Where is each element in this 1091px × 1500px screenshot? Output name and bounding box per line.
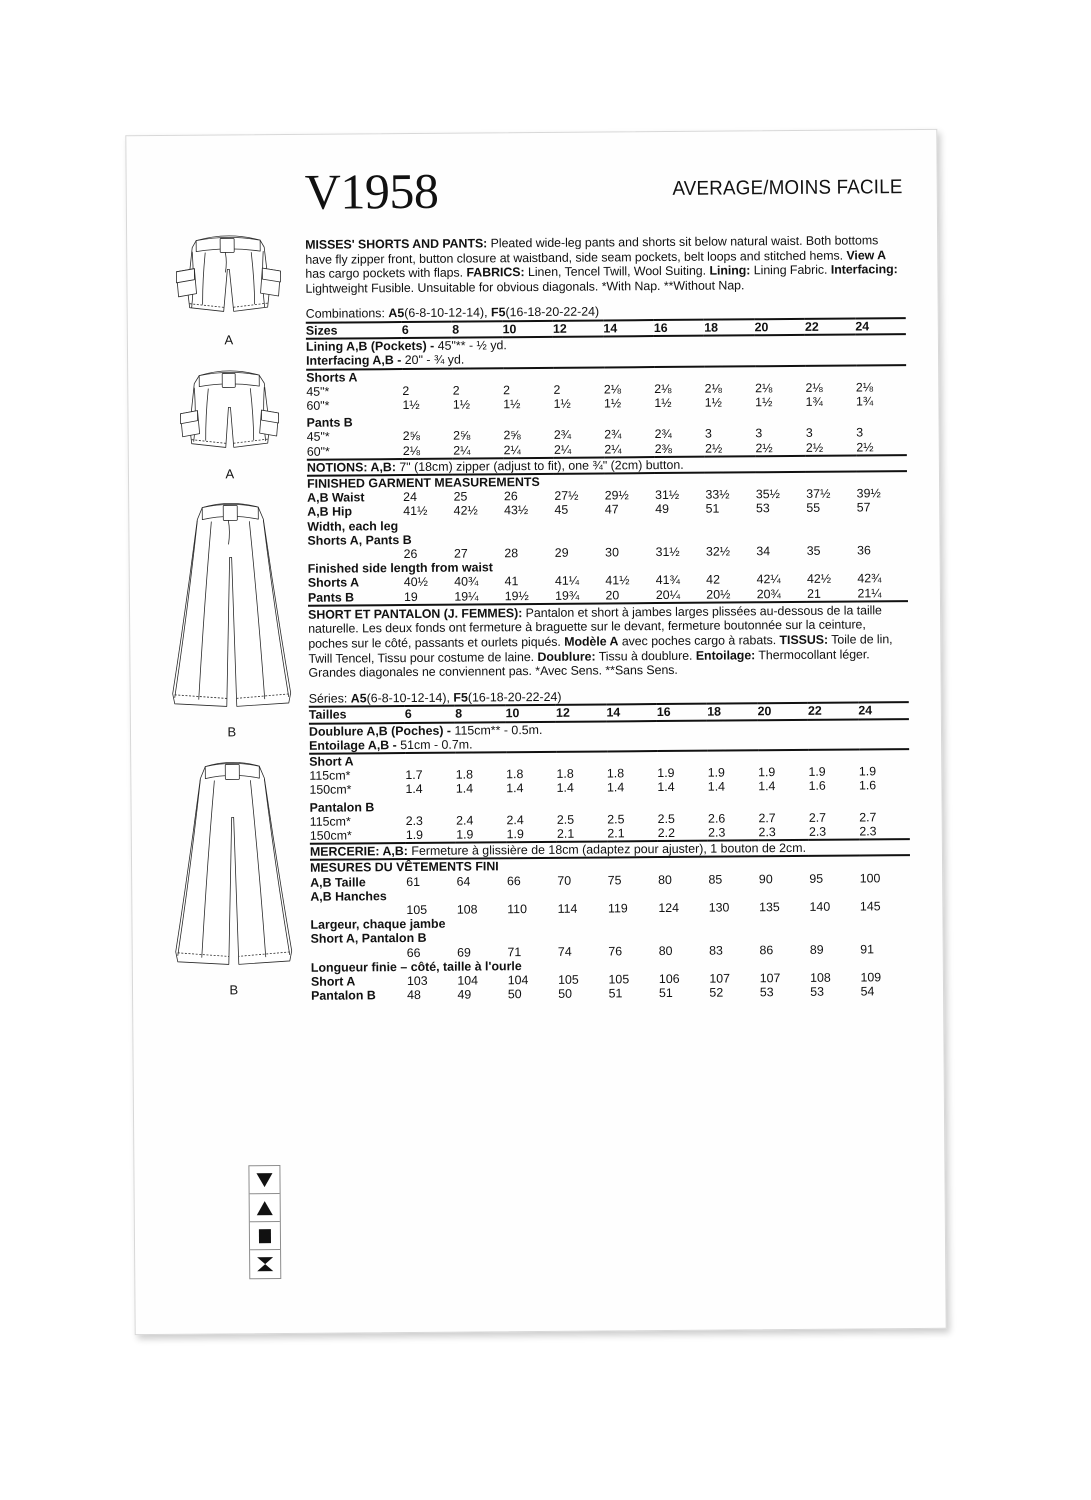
cell: 108 (810, 970, 831, 985)
cell: 2.2 (657, 825, 676, 841)
cell: 1.8 (455, 767, 474, 782)
french-shorts-heading: Short A (309, 754, 354, 769)
cell: 20½ (706, 587, 731, 602)
cell: 2.5 (556, 812, 575, 827)
cell: 107 (709, 971, 731, 986)
cell: 1.6 (808, 779, 826, 794)
cell: 29½ (604, 488, 629, 503)
cell: 53 (810, 984, 825, 1000)
cell: 31½ (655, 544, 680, 560)
cell: 1.9 (808, 764, 826, 780)
cell: 41½ (403, 504, 428, 519)
french-pants-heading: Pantalon B (309, 799, 375, 815)
cell: 2¼ (503, 442, 521, 457)
cell: 26 (403, 546, 418, 562)
cell: 2.4 (506, 812, 524, 828)
cell: 37½ (806, 486, 831, 502)
cell: 50 (507, 987, 522, 1002)
cell: 2¼ (553, 442, 572, 457)
size-col: 22 (807, 704, 822, 719)
cell: 119 (607, 901, 628, 916)
cell: 1.4 (455, 781, 474, 797)
cell: 39½ (856, 486, 881, 501)
cell: 2¼ (604, 441, 622, 457)
row-label: 150cm* (309, 782, 352, 798)
cell: 1.9 (657, 766, 675, 781)
cell: 66 (506, 873, 521, 888)
cell: 34 (756, 544, 771, 559)
cell: 42 (706, 572, 721, 588)
cell: 2.7 (758, 810, 776, 826)
cell: 32½ (705, 544, 731, 559)
size-col: 8 (455, 706, 463, 722)
cell: 50 (558, 986, 573, 1002)
row-label: 45"* (306, 430, 330, 445)
cell: 41¾ (655, 573, 680, 588)
cell: 20 (605, 587, 620, 603)
cell: 35 (806, 543, 821, 558)
size-col: 6 (401, 322, 409, 338)
cell: 42¾ (857, 571, 882, 586)
cell: 2.3 (758, 825, 776, 840)
cell: 135 (759, 900, 780, 915)
row-label: Short A (310, 974, 356, 989)
cell: 27½ (554, 488, 579, 504)
cell: 52 (709, 985, 724, 1000)
size-col: 16 (656, 705, 671, 720)
cell: 42½ (806, 572, 832, 587)
cell: 1½ (755, 395, 773, 410)
cell: 80 (658, 872, 672, 887)
size-col: 14 (606, 705, 621, 720)
cell: 2 (553, 382, 561, 397)
cell: 2.1 (556, 826, 575, 841)
cell: 145 (859, 899, 881, 914)
shorts-line-drawing (163, 227, 294, 332)
cell: 105 (406, 902, 428, 918)
cell: 1.4 (758, 779, 776, 794)
cell: 1.9 (707, 765, 725, 780)
cell: 20¼ (655, 587, 681, 602)
cell: 103 (406, 973, 428, 989)
row-label: A,B Waist (307, 490, 365, 505)
cell: 28 (504, 546, 519, 561)
illustration-pants-view-b-front (155, 497, 307, 740)
row-label: A,B Hip (307, 504, 353, 520)
cell: 1.4 (657, 780, 675, 795)
cell: 80 (658, 943, 673, 958)
cell: 49 (457, 987, 472, 1002)
cell: 75 (607, 872, 622, 888)
cell: 2⅛ (654, 381, 672, 396)
cell: 2⅝ (503, 428, 521, 443)
illustration-shorts-view-a-front (153, 227, 304, 348)
cell: 61 (406, 874, 421, 889)
cell: 26 (503, 489, 518, 504)
size-col: 8 (452, 322, 460, 337)
cell: 104 (457, 973, 479, 988)
cell: 1.4 (606, 780, 625, 795)
cell: 2.1 (607, 826, 625, 841)
cell: 2⅛ (603, 382, 622, 397)
row-label: 60"* (306, 444, 330, 459)
cell: 1.9 (506, 827, 524, 842)
cell: 1.4 (506, 781, 524, 796)
cell: 1¾ (855, 394, 874, 409)
cell: 1½ (603, 396, 622, 411)
cell: 70 (557, 873, 572, 888)
english-shorts-heading: Shorts A (306, 369, 358, 385)
cell: 2⅛ (704, 381, 722, 396)
cell: 76 (608, 943, 623, 959)
sizes-label: Sizes (305, 323, 338, 338)
sizes-label: Tailles (308, 707, 347, 723)
triangle-up-icon (250, 1194, 280, 1222)
size-col: 22 (804, 319, 819, 334)
envelope-content (305, 233, 911, 1003)
view-label: B (227, 724, 237, 740)
cell: 2 (503, 382, 511, 398)
cell: 53 (759, 985, 774, 1000)
cell: 51 (705, 501, 720, 517)
cell: 1.9 (758, 765, 776, 780)
size-col: 18 (704, 320, 719, 335)
row-label (310, 903, 406, 918)
row-label: 115cm* (309, 814, 351, 829)
cell: 3 (755, 426, 763, 441)
cell: 2⅝ (402, 429, 420, 444)
cell: 3 (805, 426, 813, 441)
triangle-down-icon (249, 1166, 279, 1194)
row-label (308, 547, 404, 562)
cell: 71 (507, 944, 522, 959)
french-series: Séries: A5(6-8-10-12-14), F5(16-18-20-22-24) (308, 689, 562, 706)
english-finished-heading: FINISHED GARMENT MEASUREMENTS (306, 474, 540, 491)
french-yardage-table (309, 701, 911, 1003)
pants-line-drawing (159, 497, 303, 724)
square-icon (250, 1222, 280, 1250)
row-label (311, 946, 407, 961)
pattern-envelope-back (125, 129, 946, 1335)
cell: 1.6 (858, 778, 877, 793)
cell: 3 (704, 427, 712, 442)
cell: 19¾ (555, 588, 580, 603)
cell: 29 (554, 545, 569, 560)
difficulty-level: AVERAGE/MOINS FACILE (672, 176, 903, 200)
cell: 2⅛ (805, 380, 823, 395)
cell: 2¾ (654, 427, 672, 442)
cell: 1.4 (707, 779, 726, 795)
cell: 2.6 (707, 811, 726, 826)
french-finished-heading: MESURES DU VÊTEMENTS FINI (310, 859, 499, 876)
english-lining-line: Lining A,B (Pockets) - 45"** - ½ yd. (305, 338, 507, 354)
cell: 1.4 (556, 781, 574, 796)
cell: 69 (457, 945, 471, 960)
cell: 42½ (453, 503, 478, 519)
cell: 86 (759, 942, 774, 957)
cell: 31½ (655, 488, 680, 503)
size-col: 20 (757, 704, 772, 719)
cell: 110 (507, 902, 527, 917)
cell: 2.3 (859, 824, 877, 839)
cell: 41½ (605, 573, 630, 588)
english-side-length-heading: Finished side length from waist (307, 560, 493, 577)
cell: 2.4 (456, 813, 474, 828)
row-label: Pants B (307, 590, 355, 605)
view-label: B (229, 982, 239, 998)
cell: 40¾ (454, 574, 479, 590)
french-lining-line: Doublure A,B (Poches) - 115cm** - 0.5m. (308, 722, 543, 739)
english-notions: NOTIONS: A,B: 7" (18cm) zipper (adjust to fit), one ¾" (2cm) button. (306, 457, 684, 475)
cell: 33½ (705, 487, 730, 502)
cell: 57 (856, 500, 871, 515)
cell: 109 (860, 970, 882, 985)
cell: 24 (403, 490, 418, 505)
cell: 85 (708, 872, 723, 887)
cell: 1½ (402, 397, 420, 413)
cell: 124 (658, 900, 680, 916)
cell: 51 (658, 986, 673, 1001)
english-width-heading-2: Shorts A, Pants B (307, 532, 412, 548)
cell: 106 (658, 971, 680, 987)
size-col: 10 (505, 706, 520, 721)
pattern-number: V1958 (304, 162, 439, 220)
cell: 2.7 (859, 810, 877, 825)
cell: 47 (604, 502, 619, 517)
cell: 2⅛ (855, 380, 874, 395)
cell: 36 (857, 543, 871, 558)
cell: 2 (452, 383, 460, 398)
cell: 105 (558, 972, 579, 987)
english-width-heading-1: Width, each leg (307, 518, 399, 534)
hourglass-icon (250, 1250, 280, 1278)
cell: 1½ (704, 395, 723, 410)
cell: 1½ (553, 396, 571, 411)
cell: 1.9 (858, 764, 877, 779)
cell: 2⅜ (654, 441, 673, 456)
cell: 1.8 (506, 767, 524, 782)
cell: 1.7 (405, 768, 423, 783)
cell: 3 (856, 425, 864, 440)
cell: 55 (806, 501, 821, 516)
view-label: A (225, 466, 235, 482)
cell: 48 (407, 988, 421, 1003)
cell: 1½ (452, 397, 471, 412)
cell: 95 (809, 871, 824, 886)
size-col: 24 (858, 703, 873, 718)
size-col: 18 (707, 704, 722, 720)
cell: 41¼ (554, 574, 580, 589)
shorts-line-drawing (164, 361, 295, 466)
cell: 2⅝ (453, 428, 471, 444)
english-combinations: Combinations: A5(6-8-10-12-14), F5(16-18-20-22-24) (305, 304, 600, 322)
pattern-symbol-legend (248, 1165, 281, 1279)
cell: 2¾ (604, 427, 622, 442)
cell: 1¾ (805, 394, 823, 409)
cell: 53 (755, 501, 770, 516)
cell: 89 (809, 942, 824, 957)
cell: 2¾ (553, 428, 572, 443)
english-yardage-table (306, 317, 908, 607)
french-hip-heading: A,B Hanches (310, 889, 387, 904)
size-col: 12 (555, 706, 570, 721)
english-interfacing-line: Interfacing A,B - 20" - ¾ yd. (306, 352, 465, 369)
cell: 100 (859, 870, 881, 886)
cell: 1.8 (606, 766, 625, 781)
cell: 19¼ (454, 589, 479, 604)
cell: 43½ (503, 503, 529, 518)
cell: 1.4 (405, 782, 423, 797)
illustration-shorts-view-a-back (154, 361, 305, 482)
cell: 40½ (403, 575, 429, 590)
cell: 30 (605, 545, 620, 560)
cell: 91 (860, 941, 875, 957)
french-width-heading-1: Largeur, chaque jambe (310, 916, 446, 933)
cell: 21 (806, 586, 821, 601)
french-description: SHORT ET PANTALON (J. FEMMES): Pantalon et short à jambes larges plissées au-dessous de la taille naturelle. Les deux fonds ont fermeture à braguette sur le devant, fermeture boutonnée sur la ceinture, poches sur le côté, passants et ourlets piqués. Modèle A avec poches cargo à rabats. TISSUS: Toile de lin, Twill Tencel, Tissu pour costume de laine. Doublure: Tissu à doublure. Entoilage: Thermocollant léger. Grandes diagonales ne conviennent pas. *Avec Sens. **Sans Sens. (308, 603, 893, 680)
garment-illustrations (153, 227, 309, 998)
cell: 1.8 (556, 766, 574, 782)
cell: 45 (554, 503, 569, 518)
cell: 35½ (755, 487, 781, 502)
row-label: Pantalon B (311, 988, 376, 1004)
cell: 105 (608, 972, 630, 987)
size-col: 12 (552, 321, 567, 336)
english-description: MISSES' SHORTS AND PANTS: Pleated wide-leg pants and shorts sit below natural waist. Both bottoms have fly zipper front, button closure at waistband, side seam pockets, belt loops and stitched hems. View A has cargo pockets with flaps. FABRICS: Linen, Tencel Twill, Wool Suiting. Lining: Lining Fabric. Interfacing: Lightweight Fusible. Unsuitable for obvious diagonals. *With Nap. **Without Nap. (305, 233, 898, 296)
cell: 114 (557, 901, 578, 916)
size-col: 16 (653, 320, 668, 336)
cell: 130 (708, 900, 730, 915)
cell: 2 (402, 383, 410, 398)
cell: 108 (456, 902, 478, 917)
row-label: 150cm* (309, 828, 352, 843)
cell: 1½ (654, 395, 672, 411)
french-notions: MERCERIE: A,B: Fermeture à glissière de 18cm (adaptez pour ajuster), 1 bouton de 2cm. (309, 841, 807, 859)
cell: 25 (453, 489, 468, 504)
cell: 49 (655, 502, 670, 517)
size-col: 10 (502, 322, 517, 337)
cell: 42¼ (756, 572, 781, 587)
pants-line-drawing (161, 755, 305, 982)
size-col: 6 (404, 707, 412, 722)
cell: 2.5 (607, 812, 625, 827)
cell: 83 (709, 943, 723, 958)
cell: 19½ (504, 588, 529, 603)
cell: 2.7 (808, 810, 827, 825)
cell: 140 (809, 899, 831, 914)
cell: 2.3 (808, 824, 827, 839)
cell: 2½ (805, 440, 824, 455)
size-col: 20 (754, 320, 769, 335)
cell: 41 (504, 574, 519, 589)
cell: 51 (608, 986, 623, 1001)
cell: 2.3 (708, 825, 726, 840)
cell: 90 (758, 871, 773, 886)
cell: 54 (860, 984, 875, 999)
row-label: 45"* (306, 384, 330, 399)
cell: 20¾ (756, 586, 781, 601)
cell: 19 (403, 589, 418, 604)
size-col: 24 (855, 319, 870, 334)
row-label: Shorts A (307, 575, 360, 591)
cell: 1.9 (405, 827, 424, 843)
view-label: A (224, 332, 234, 348)
cell: 64 (456, 874, 471, 889)
english-pants-heading: Pants B (306, 415, 353, 430)
cell: 2¼ (453, 443, 471, 458)
french-side-length-heading: Longueur finie – côté, taille à l'ourle (310, 958, 522, 975)
cell: 74 (557, 944, 572, 959)
row-label: A,B Taille (310, 874, 366, 890)
envelope-header (305, 162, 905, 229)
cell: 107 (759, 971, 781, 986)
cell: 1½ (503, 397, 521, 412)
cell: 27 (453, 546, 468, 561)
cell: 21¼ (857, 585, 882, 601)
cell: 2½ (856, 439, 874, 455)
cell: 2.3 (405, 813, 423, 828)
cell: 2½ (705, 441, 723, 456)
cell: 2½ (755, 440, 773, 455)
size-col: 14 (603, 321, 618, 336)
french-width-heading-2: Short A, Pantalon B (310, 931, 427, 947)
cell: 104 (507, 973, 529, 988)
cell: 1.9 (456, 827, 474, 842)
row-label: 115cm* (309, 768, 351, 783)
row-label: 60"* (306, 398, 330, 413)
french-interfacing-line: Entoilage A,B - 51cm - 0.7m. (309, 737, 473, 753)
cell: 2⅛ (754, 380, 773, 396)
cell: 66 (406, 945, 421, 960)
cell: 2.5 (657, 811, 675, 826)
illustration-pants-view-b-back (157, 755, 309, 998)
cell: 2⅛ (402, 443, 421, 458)
